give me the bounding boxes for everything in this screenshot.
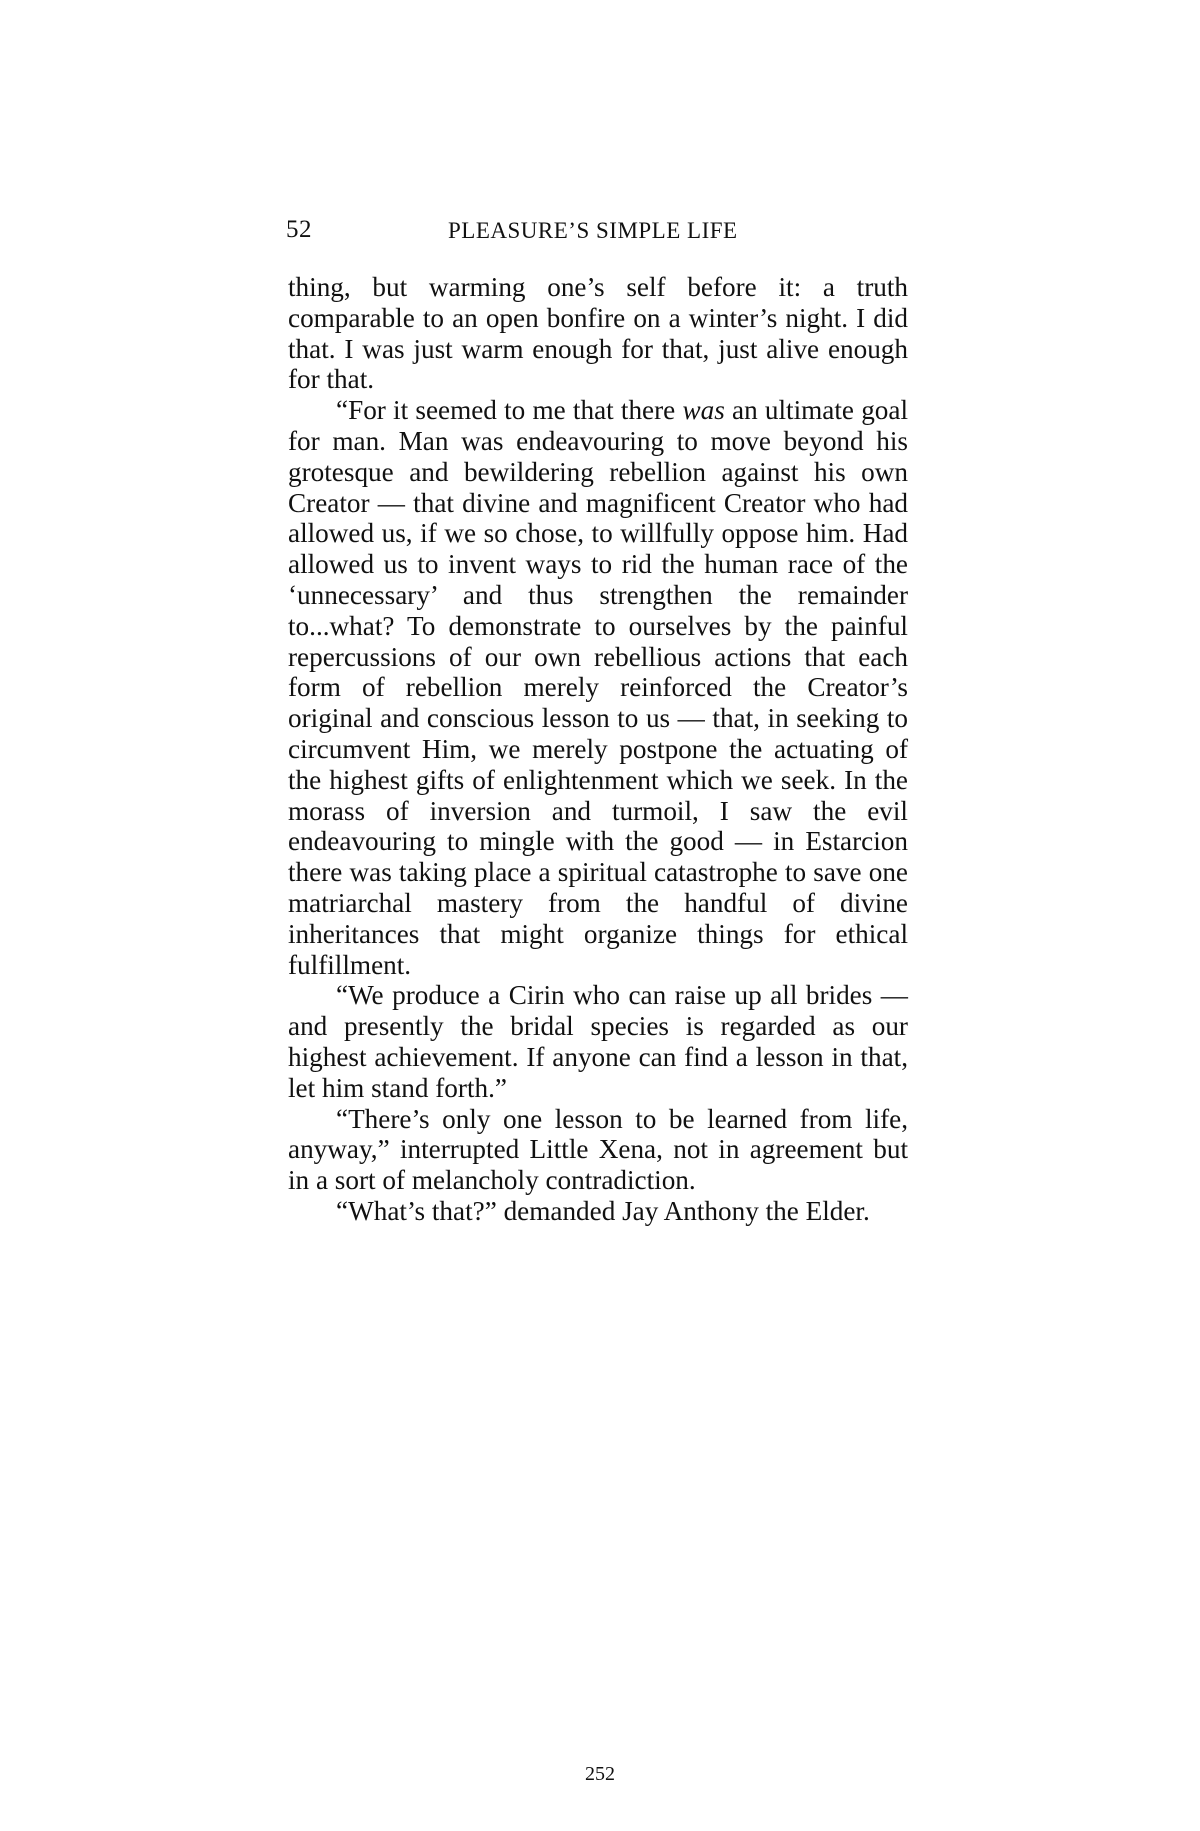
body-text [288, 272, 908, 1227]
emphasis-word: was [682, 395, 725, 426]
paragraph-4: “There’s only one lesson to be learned from life, anyway,” interrupted Little Xena, not in agreement but in a sort of melancholy contradiction. [288, 1103, 908, 1196]
paragraph-2-lead: “For it seemed to me that there [336, 395, 683, 426]
paragraph-2 [288, 395, 908, 980]
paragraph-5: “What’s that?” demanded Jay Anthony the Elder. [336, 1195, 870, 1226]
paragraph-2-rest: an ultimate goal for man. Man was endeavouring to move beyond his grotesque and bewildering rebellion against his own Creator — that divine and magnificent Creator who had allowed us, if we so chose, to willfully oppose him. Had allowed us to invent ways to rid the human race of the ‘unnecessary’ and thus strengthen the remainder to...what? To demonstrate to ourselves by the painful repercussions of our own rebellious actions that each form of rebellion merely reinforced the Creator’s original and conscious lesson to us — that, in seeking to circumvent Him, we merely postpone the actuating of the highest gifts of enlightenment which we seek. In the morass of inversion and turmoil, I saw the evil endeavouring to mingle with the good — in Estarcion there was taking place a spiritual catastrophe to save one matriarchal mastery from the handful of divine inheritances that might organize things for ethical fulfillment. [288, 395, 908, 980]
folio-number: 252 [585, 1763, 615, 1785]
running-head: PLEASURE’S SIMPLE LIFE [448, 218, 738, 243]
page-number: 52 [286, 216, 312, 243]
paragraph-3: “We produce a Cirin who can raise up all brides — and presently the bridal species is regarded as our highest achievement. If anyone can find a lesson in that, let him stand forth.” [288, 980, 908, 1103]
paragraph-1: thing, but warming one’s self before it: a truth comparable to an open bonfire on a winter’s night. I did that. I was just warm enough for that, just alive enough for that. [288, 272, 908, 395]
